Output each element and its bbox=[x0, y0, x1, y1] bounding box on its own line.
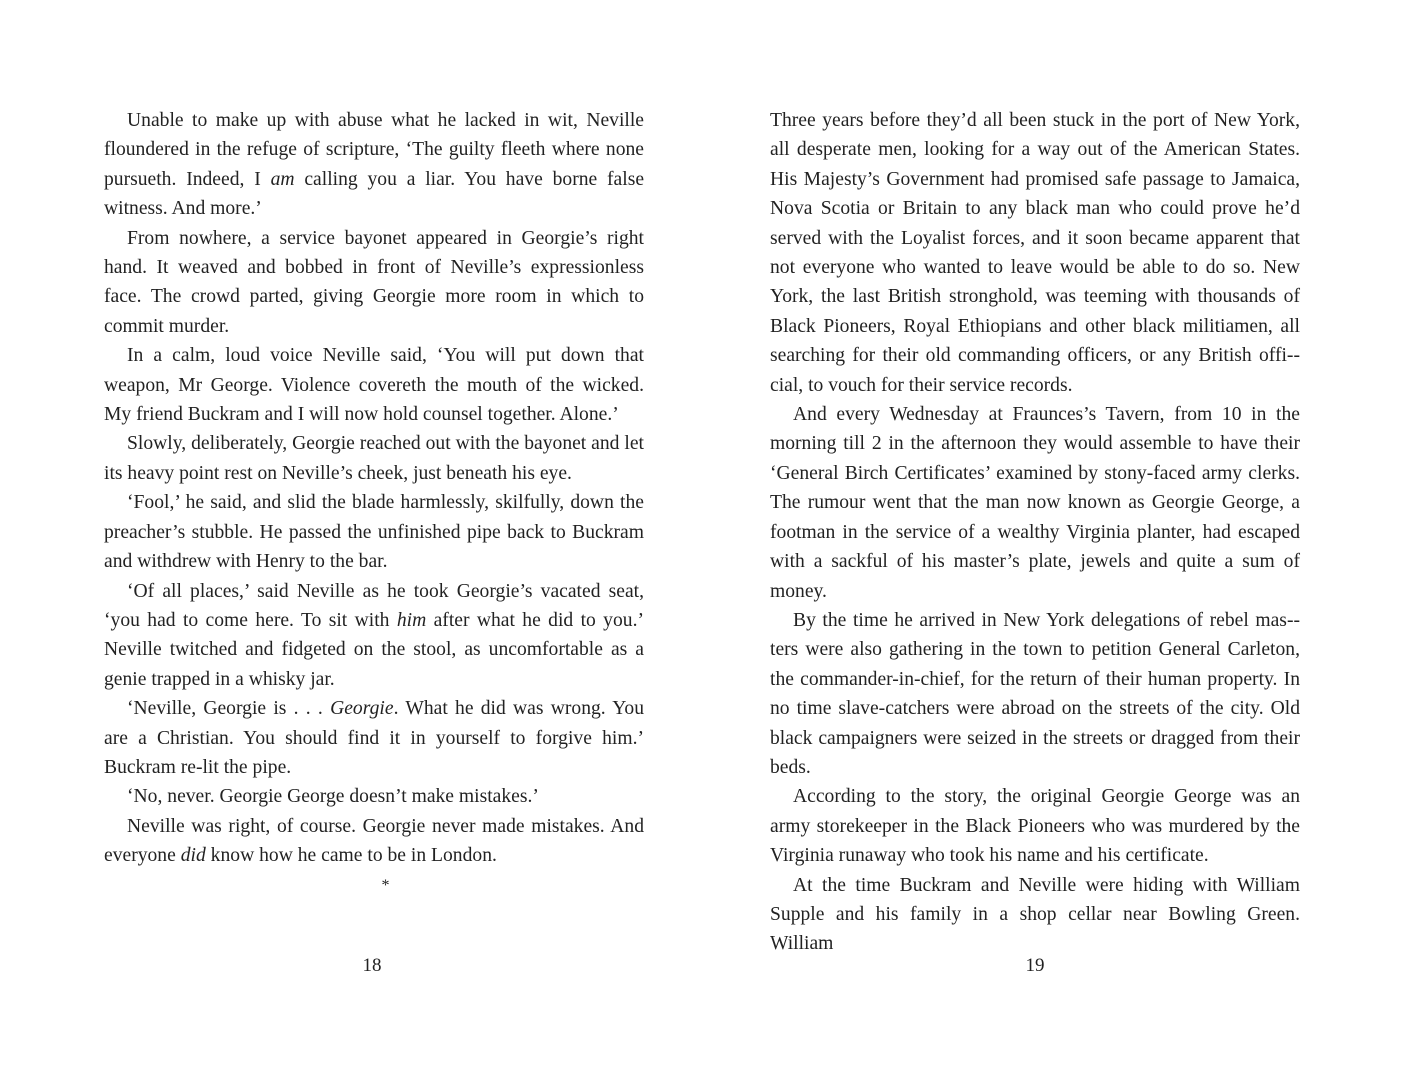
text-run: after what he did to you.’ Neville twitched and fidgeted on the stool, as uncomfortable as a genie trapped in a whisky jar. bbox=[104, 609, 644, 690]
paragraph: ‘No, never. Georgie George doesn’t make mistakes.’ bbox=[127, 786, 539, 808]
paragraph: Three years before they’d all been stuck in the port of New York, all desperate men, looking for a way out of the American States. His Majesty’s Government had promised safe passage to Jamaica, Nova Scotia or Britain to any black man who could prove he’d served with the Loyalist forces, and it soon became apparent that not everyone who wanted to leave would be able to do so. New York, the last British stronghold, was teeming with thousands of Black Pioneers, Royal Ethiopians and other black militiamen, all searching for their old commanding officers, or any British offi-cial, to vouch for their service records. bbox=[770, 110, 1300, 396]
paragraph: ‘Fool,’ he said, and slid the blade harmlessly, skilfully, down the preacher’s stubble. He passed the unfinished pipe back to Buckram and withdrew with Henry to the bar. bbox=[104, 492, 644, 573]
paragraph: And every Wednesday at Fraunces’s Tavern, from 10 in the morning till 2 in the afternoon they would assemble to have their ‘General Birch Certificates’ examined by stony-faced army clerks. The rumour went that the man now known as Georgie George, a footman in the service of a wealthy Virginia planter, had escaped with a sackful of his master’s plate, jewels and quite a sum of money. bbox=[770, 404, 1300, 602]
text-run: calling you a liar. You have borne false witness. And more.’ bbox=[104, 168, 645, 220]
page-number-left: 18 bbox=[362, 955, 382, 976]
text-run: ‘Neville, Georgie is . . . bbox=[127, 698, 323, 720]
text-run: Unable to make up with abuse what he lacked in wit, Neville floundered in the refuge of scripture, ‘The guilty fleeth where none pursueth. Indeed, I bbox=[104, 110, 644, 190]
italic-text: am bbox=[270, 168, 295, 190]
text-run: Neville was right, of course. Georgie never made mistakes. And everyone bbox=[104, 815, 644, 867]
paragraph: Slowly, deliberately, Georgie reached out with the bayonet and let its heavy point rest on Neville’s cheek, just beneath his eye. bbox=[104, 433, 644, 484]
page-number-right: 19 bbox=[1025, 955, 1045, 976]
text-run: ‘Of all places,’ said Neville as he took Georgie’s vacated seat, ‘you had to come here. To sit with bbox=[104, 580, 644, 631]
left-page bbox=[104, 106, 644, 900]
paragraph bbox=[104, 694, 644, 782]
paragraph bbox=[104, 812, 644, 871]
italic-text: him bbox=[396, 609, 427, 631]
right-page bbox=[770, 106, 1300, 959]
paragraph: In a calm, loud voice Neville said, ‘You will put down that weapon, Mr George. Violence covereth the mouth of the wicked. My friend Buckram and I will now hold counsel together. Alone.’ bbox=[104, 345, 644, 426]
paragraph: According to the story, the original Georgie George was an army storekeeper in the Black Pioneers who was murdered by the Virginia runaway who took his name and his certificate. bbox=[770, 786, 1300, 867]
paragraph bbox=[104, 106, 644, 224]
italic-text: did bbox=[180, 845, 206, 867]
paragraph: At the time Buckram and Neville were hiding with William Supple and his family in a shop cellar near Bowling Green. William bbox=[770, 874, 1300, 955]
text-run: know how he came to be in London. bbox=[210, 845, 497, 867]
text-run: . What he did was wrong. You are a Christian. You should find it in yourself to forgive him.’ Buckram re-lit the pipe. bbox=[104, 698, 645, 778]
paragraph: By the time he arrived in New York delegations of rebel mas-ters were also gathering in the town to petition General Carleton, the commander-in-chief, for the return of their human property. In no time slave-catchers were abroad on the streets of the city. Old black campaigners were seized in the streets or dragged from their beds. bbox=[770, 609, 1300, 778]
italic-text: Georgie bbox=[330, 698, 394, 720]
paragraph bbox=[104, 577, 644, 695]
scene-break: * bbox=[381, 876, 390, 894]
paragraph: From nowhere, a service bayonet appeared in Georgie’s right hand. It weaved and bobbed in front of Neville’s expressionless face. The crowd parted, giving Georgie more room in which to commit murder. bbox=[104, 227, 644, 337]
